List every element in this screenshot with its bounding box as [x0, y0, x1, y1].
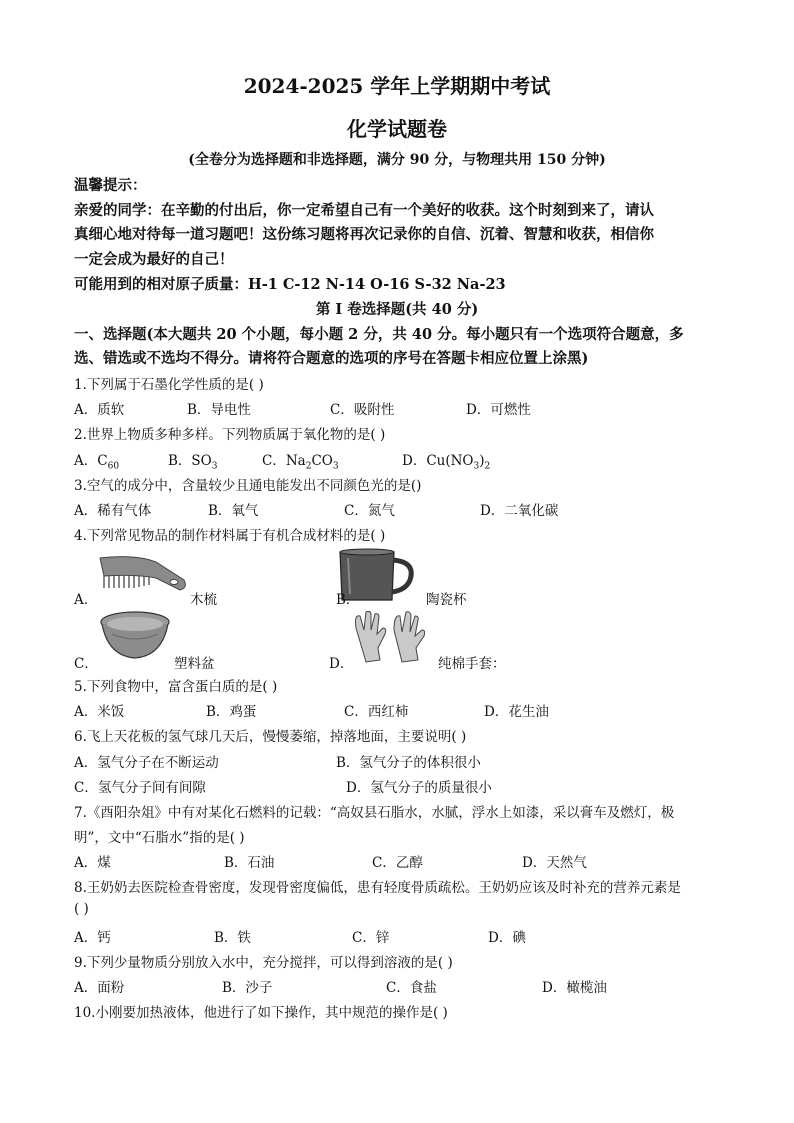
q1-option-d: D．可燃性: [466, 402, 531, 418]
q2-option-a: A．$C_{60}$: [74, 453, 120, 472]
tips-line-1: 亲爱的同学：在辛勤的付出后，你一定希望自己有一个美好的收获。这个时刻到来了，请认: [74, 202, 654, 219]
q2-option-b: B．$SO_3$: [168, 453, 218, 472]
q6-option-d: D．氢气分子的质量很小: [346, 780, 492, 796]
q3-option-d: D．二氧化碳: [480, 503, 559, 519]
q6-option-b: B．氢气分子的体积很小: [336, 755, 481, 771]
q4-option-a: A．: [74, 592, 98, 608]
q6-stem: 6.飞上天花板的氢气球几天后，慢慢萎缩，掉落地面，主要说明( ): [74, 729, 467, 745]
q7-stem-line-2: 明”，文中“石脂水”指的是( ): [74, 830, 245, 846]
q4-option-c-label: 塑料盆: [174, 656, 215, 672]
q3-option-a: A．稀有气体: [74, 503, 152, 519]
q9-stem: 9.下列少量物质分别放入水中，充分搅拌，可以得到溶液的是( ): [74, 955, 453, 971]
q2-option-c: C．$Na_2CO_3$: [262, 453, 339, 472]
q4-option-c: C．: [74, 656, 98, 672]
q3-option-c: C．氮气: [344, 503, 395, 519]
q4-option-d-label: 纯棉手套：: [438, 656, 506, 672]
q5-option-b: B．鸡蛋: [206, 704, 257, 720]
q4-option-a-label: 木梳: [190, 592, 217, 608]
q4-option-b: B．: [336, 592, 360, 608]
q9-option-a: A．面粉: [74, 980, 125, 996]
section-title: 第 Ⅰ 卷选择题(共 40 分): [315, 301, 479, 318]
exam-note: (全卷分为选择题和非选择题，满分 90 分，与物理共用 150 分钟): [188, 152, 606, 168]
q1-option-a: A．质软: [74, 402, 125, 418]
exam-title: 2024-2025 学年上学期期中考试: [243, 74, 551, 98]
q7-option-d: D．天然气: [522, 855, 587, 871]
q8-option-d: D．碘: [488, 930, 526, 946]
q4-option-b-label: 陶瓷杯: [426, 592, 467, 608]
q5-stem: 5.下列食物中，富含蛋白质的是( ): [74, 679, 278, 695]
q3-stem: 3.空气的成分中，含量较少且通电能发出不同颜色光的是(): [74, 478, 422, 494]
q8-stem-line-1: 8.王奶奶去医院检查骨密度，发现骨密度偏低，患有轻度骨质疏松。王奶奶应该及时补充的营养元素是: [74, 880, 681, 896]
tips-line-3: 一定会成为最好的自己！: [74, 251, 234, 268]
q3-option-b: B．氧气: [208, 503, 259, 519]
atomic-mass-line: 可能用到的相对原子质量：H-1 C-12 N-14 O-16 S-32 Na-23: [74, 276, 506, 293]
plastic-basin-image: [98, 610, 172, 662]
q7-option-c: C．乙醇: [372, 855, 423, 871]
q10-stem: 10.小刚要加热液体，他进行了如下操作，其中规范的操作是( ): [74, 1005, 448, 1021]
q5-option-d: D．花生油: [484, 704, 549, 720]
q7-stem-line-1: 7.《酉阳杂俎》中有对某化石燃料的记载：“高奴县石脂水，水腻，浮水上如漆，采以膏车及燃灯，极: [74, 805, 675, 821]
wooden-comb-image: [96, 552, 190, 596]
q4-option-d: D．: [329, 656, 354, 672]
q8-option-c: C．锌: [352, 930, 390, 946]
q1-option-c: C．吸附性: [330, 402, 395, 418]
q8-option-a: A．钙: [74, 930, 111, 946]
section-instruction-2: 选、错选或不选均不得分。请将符合题意的选项的序号在答题卡相应位置上涂黑): [74, 350, 589, 367]
q9-option-b: B．沙子: [222, 980, 273, 996]
q8-stem-line-2: ( ): [74, 901, 89, 917]
q2-option-d: D．$Cu(NO_3)_2$: [402, 453, 491, 472]
q1-stem: 1.下列属于石墨化学性质的是( ): [74, 377, 264, 393]
q5-option-c: C．西红柿: [344, 704, 409, 720]
exam-subtitle: 化学试题卷: [347, 117, 447, 141]
section-instruction-1: 一、选择题(本大题共 20 个小题，每小题 2 分，共 40 分。每小题只有一个选项符合题意，多: [74, 326, 684, 343]
q4-stem: 4.下列常见物品的制作材料属于有机合成材料的是( ): [74, 528, 386, 544]
q6-option-c: C．氢气分子间有间隙: [74, 780, 206, 796]
q2-stem: 2.世界上物质多种多样。下列物质属于氧化物的是( ): [74, 427, 386, 443]
q7-option-a: A．煤: [74, 855, 111, 871]
q8-option-b: B．铁: [214, 930, 251, 946]
tips-line-2: 真细心地对待每一道习题吧！这份练习题将再次记录你的自信、沉着、智慧和收获，相信你: [74, 226, 654, 243]
q9-option-c: C．食盐: [386, 980, 437, 996]
tips-heading: 温馨提示：: [74, 177, 147, 194]
q1-option-b: B．导电性: [187, 402, 251, 418]
cotton-gloves-image: [350, 608, 434, 664]
q9-option-d: D．橄榄油: [542, 980, 607, 996]
q7-option-b: B．石油: [224, 855, 275, 871]
q6-option-a: A．氢气分子在不断运动: [74, 755, 219, 771]
q5-option-a: A．米饭: [74, 704, 125, 720]
